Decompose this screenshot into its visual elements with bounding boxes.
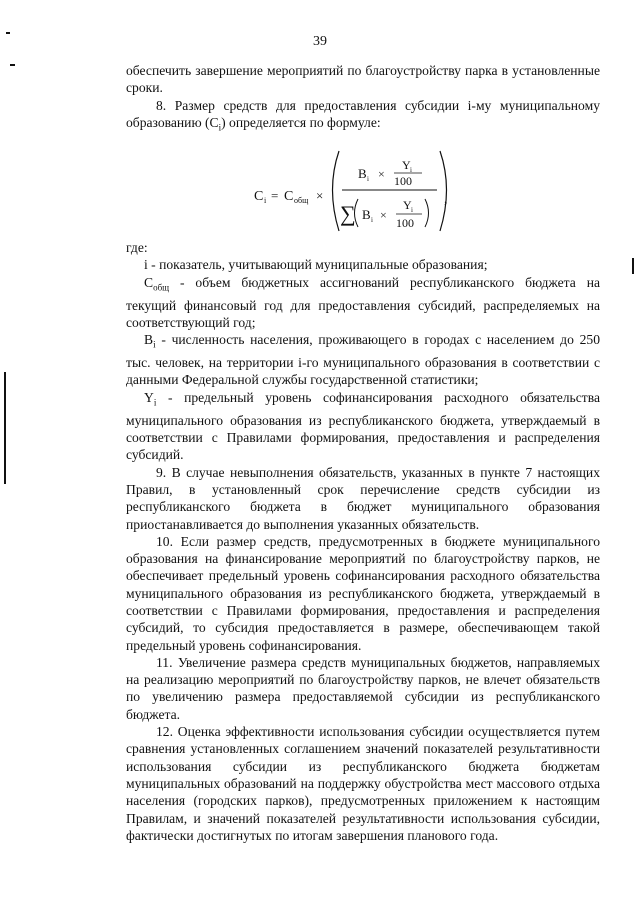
formula-cobsh-subscript: общ (294, 195, 309, 205)
formula-equals: = (271, 187, 279, 203)
formula-left-paren (333, 151, 340, 231)
formula-c-symbol: C (254, 188, 264, 204)
paragraph-8 (126, 97, 600, 137)
definition-cobsh (126, 274, 600, 332)
formula-num-times: × (378, 166, 385, 181)
definition-cobsh-symbol: С (144, 274, 154, 290)
definition-bi (126, 331, 600, 389)
document-body (126, 62, 600, 844)
definition-yi-symbol: Y (144, 389, 154, 405)
definition-bi-symbol: B (144, 332, 154, 348)
formula-num-b-subscript: i (367, 174, 369, 183)
paragraph-8-text: 8. Размер средств для предоставления субсидии i-му муниципальному образованию (C (126, 97, 600, 130)
formula-num-y-subscript: i (410, 165, 412, 174)
formula (126, 137, 600, 239)
formula-times: × (316, 187, 324, 203)
where-label: где: (126, 239, 148, 255)
formula-cobsh-symbol: C (284, 188, 294, 204)
definition-i: i - показатель, учитывающий муниципальные образования; (144, 257, 488, 273)
paragraph-9: 9. В случае невыполнения обязательств, указанных в пункте 7 настоящих Правил, в установленный срок перечисление средств субсидии из республиканского бюджета в бюджет муниципального образования приостанавливается до выполнения указанных обязательств. (126, 464, 600, 532)
scan-mark-left-2 (10, 64, 15, 66)
formula-right-paren (440, 151, 447, 231)
formula-den-y-subscript: i (411, 205, 413, 214)
paragraph-11: 11. Увеличение размера средств муниципальных бюджетов, направляемых на реализацию мероприятий по благоустройству парков, не влечет обязательств по увеличению размера предоставляемой субсидии из республиканского бюджета. (126, 654, 600, 722)
formula-den-b: B (362, 206, 371, 222)
formula-graphic (126, 137, 600, 239)
formula-sum-sign: ∑ (340, 200, 356, 226)
definition-yi (126, 389, 600, 464)
definition-yi-subscript: i (153, 397, 157, 408)
paragraph-continuation: обеспечить завершение мероприятий по благоустройству парка в установленные сроки. (126, 63, 600, 96)
scan-mark-left-edge (4, 372, 6, 484)
formula-num-b: B (358, 165, 367, 181)
formula-den-right-paren (425, 199, 429, 227)
scan-mark-right-edge (632, 258, 634, 274)
scan-mark-top-left (6, 32, 10, 34)
paragraph-10: 10. Если размер средств, предусмотренных в бюджете муниципального образования на финансирование мероприятий по благоустройству парков, не обеспечивает предельный уровень софинансирования расходного обязательства муниципального образования из республиканского бюджета, утверждаемый в соответствии с Правилами формирования, предоставления и распределения субсидий, то субсидия предоставляется в размере, обеспечивающем такой предельный уровень софинансирования. (126, 533, 600, 653)
definition-yi-text: - предельный уровень софинансирования расходного обязательства муниципального образования из республиканского бюджета, утверждаемый в соответствии с Правилами формирования, предоставления и распределения субсидий. (126, 389, 600, 463)
paragraph-8-subscript: i (218, 122, 222, 133)
formula-den-hundred: 100 (396, 215, 414, 230)
formula-den-y: Y (403, 197, 412, 212)
paragraph-12: 12. Оценка эффективности использования субсидии осуществляется путем сравнения установленных соглашением значений показателей результативности использования субсидии из республиканского бюджета бюджетам муниципальных образований на поддержку обустройства мест массового отдыха населения (городских парков), предусмотренных приложением к настоящим Правилам, и значений показателей результативности использования субсидии, фактически достигнутых по итогам завершения планового года. (126, 724, 600, 843)
formula-c-subscript: i (264, 195, 267, 205)
formula-num-y: Y (402, 157, 411, 172)
definition-bi-text: - численность населения, проживающего в городах с населением до 250 тыс. человек, на территории i-го муниципального образования в соответствии с данными Федеральной службы государственной статистики; (126, 332, 600, 388)
formula-den-times: × (380, 207, 387, 222)
formula-num-hundred: 100 (394, 173, 412, 188)
definition-cobsh-text: - объем бюджетных ассигнований республиканского бюджета на текущий финансовый год для предоставления субсидий, распределяемых на соответствующий год; (126, 274, 600, 330)
formula-trailing-comma: , (444, 191, 448, 207)
definition-cobsh-subscript: общ (153, 282, 170, 293)
formula-den-b-subscript: i (371, 215, 373, 224)
page-number: 39 (313, 34, 327, 49)
definition-bi-subscript: i (153, 339, 156, 350)
paragraph-8-text-end: ) определяется по формуле: (221, 114, 381, 130)
